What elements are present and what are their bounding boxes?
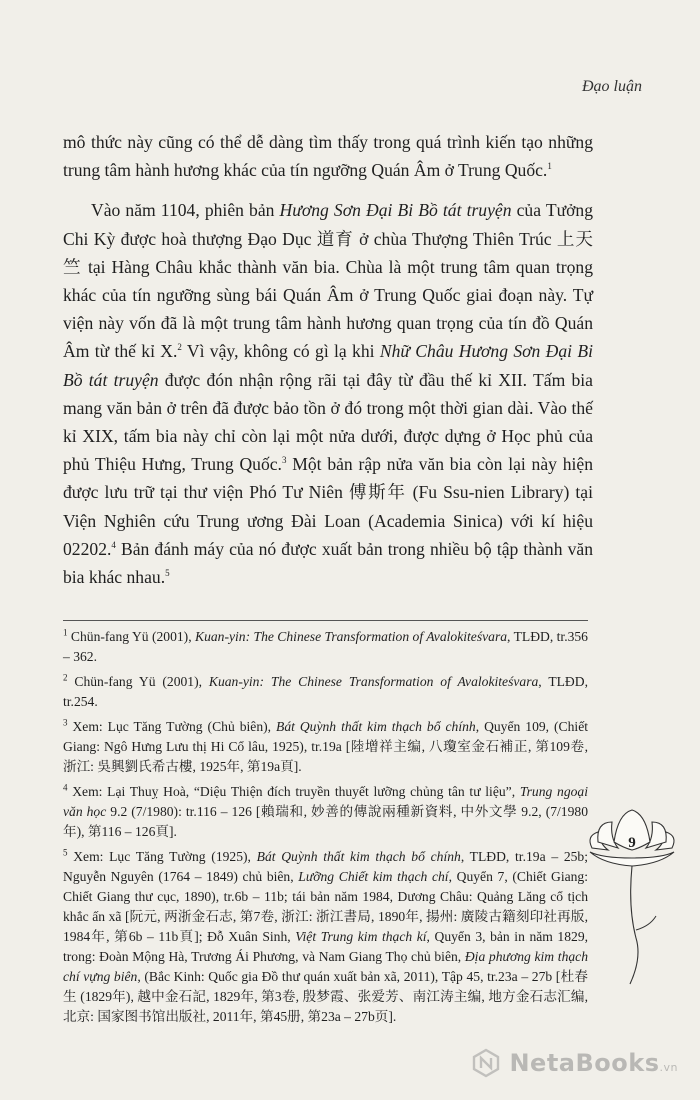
footnote-3: $^3$ Xem: Lục Tăng Tường (Chủ biên), Bát Quỳnh thất kim thạch bổ chính, Quyển 109, (Chiết Giang: Ngô Hưng Lưu thị Hi Cổ lâu, 1925), tr.19a [陸增祥主编, 八瓊室金石補正, 第109卷, 浙江: 吳興劉氏希古樓, 1925年, 第19a頁]. (63, 717, 589, 774)
footnotes (63, 620, 588, 1032)
paragraph-2: Vào năm 1104, phiên bản Hương Sơn Đại Bi Bồ tát truyện của Tưởng Chi Kỳ được hoà thượng Đạo Dục 道育 ở chùa Thượng Thiên Trúc 上天竺 tại Hàng Châu khắc thành văn bia. Chùa là một trung tâm quan trọng khác của tín ngưỡng sùng bái Quán Âm ở Trung Quốc giai đoạn này. Tự viện này vốn đã là một trung tâm hành hương quan trọng của tín đồ Quán Âm từ thế kỉ X.$^2$ Vì vậy, không có gì lạ khi Nhữ Châu Hương Sơn Đại Bi Bồ tát truyện được đón nhận rộng rãi tại đây từ đầu thế kỉ XII. Tấm bia mang văn bản ở trên đã được bảo tồn ở đó trong một thời gian dài. Vào thế kỉ XIX, tấm bia này chỉ còn lại một nửa dưới, được dựng ở Học phủ của phủ Thiệu Hưng, Trung Quốc.$^3$ Một bản rập nửa văn bia còn lại này hiện được lưu trữ tại thư viện Phó Tư Niên 傅斯年 (Fu Ssu-nien Library) tại Viện Nghiên cứu Trung ương Đài Loan (Academia Sinica) với kí hiệu 02202.$^4$ Bản đánh máy của nó được xuất bản trong nhiều bộ tập thành văn bia khác nhau.$^5$ (63, 200, 593, 588)
page-number: 9 (628, 835, 636, 851)
footnote-ref-5[interactable]: 5 (165, 568, 170, 579)
watermark-brand: NetaBooks (509, 1049, 660, 1077)
watermark-suffix: .vn (659, 1061, 678, 1074)
paragraph-1: mô thức này cũng có thể dễ dàng tìm thấy trong quá trình kiến tạo những trung tâm hành hương khác của tín ngưỡng Quán Âm ở Trung Quốc.$^1$ (63, 132, 593, 181)
footnote-ref-3[interactable]: 3 (281, 455, 287, 466)
footnote-ref-2[interactable]: 2 (177, 342, 182, 353)
footnote-ref-4[interactable]: 4 (111, 539, 116, 550)
running-title: Đạo luận (582, 78, 642, 95)
footnote-4: $^4$ Xem: Lại Thuỵ Hoà, “Diệu Thiện đích truyền thuyết lưỡng chủng tân tư liệu”, Trung ngoại văn học 9.2 (7/1980): tr.116 – 126 [賴瑞和, 妙善的傳說兩種新資料, 中外文學 9.2, (7/1980年), 第116 – 126頁]. (63, 782, 588, 839)
footnote-1: $^1$ Chün-fang Yü (2001), Kuan-yin: The Chinese Transformation of Avalokiteśvara, TLĐD, tr.356 – 362. (63, 627, 588, 664)
footnote-5: $^5$ Xem: Lục Tăng Tường (1925), Bát Quỳnh thất kim thạch bổ chính, TLĐD, tr.19a – 25b; Nguyễn Nguyên (1764 – 1849) chủ biên, Lưỡng Chiết kim thạch chí, Quyển 7, (Chiết Giang: Chiết Giang thư cục, 1890), tr.6b – 11b; tái bản năm 1984, Dương Châu: Quảng Lăng cổ tịch khắc ấn xã [阮元, 两浙金石志, 第7卷, 浙江: 浙江書局, 1890年, 揚州: 廣陵古籍刻印社再版, 1984年, 第6b – 11b頁]; Đỗ Xuân Sinh, Việt Trung kim thạch kí, Quyển 3, bản in năm 1829, trong: Đoàn Mộng Hà, Trương Ái Phương, và Nam Giang Thọ chủ biên, Địa phương kim thạch chí vựng biên, (Bắc Kinh: Quốc gia Đồ thư quán xuất bản xã, 2011), Tập 45, tr.23a – 27b [杜春生 (1829年), 越中金石記, 1829年, 第3卷, 殷梦霞、张爱芳、南江涛主编, 地方金石志汇编, 北京: 国家图书馆出版社, 2011年, 第45册, 第23a – 27b页]. (63, 847, 589, 1024)
footnote-ref-1[interactable]: 1 (547, 161, 552, 172)
footnote-2: $^2$ Chün-fang Yü (2001), Kuan-yin: The Chinese Transformation of Avalokiteśvara, TLĐD, tr.254. (63, 672, 588, 709)
main-text (63, 128, 593, 603)
netabooks-logo-icon (471, 1048, 501, 1078)
watermark (471, 1048, 678, 1078)
